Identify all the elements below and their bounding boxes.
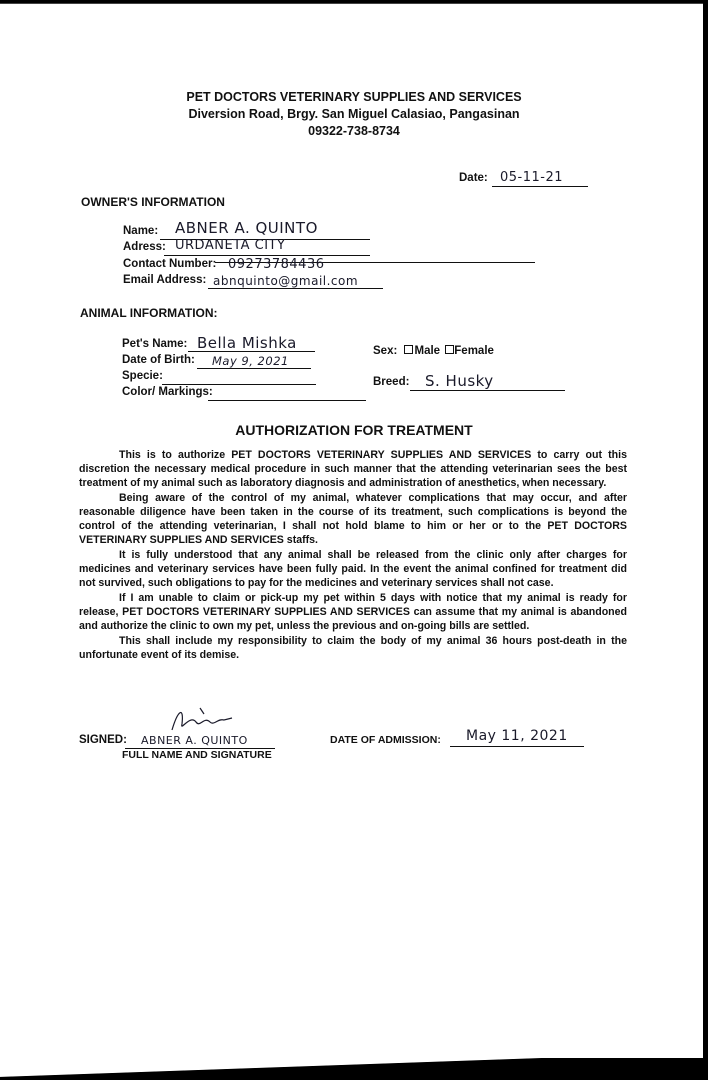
male-checkbox[interactable] xyxy=(404,345,413,354)
owner-name-label: Name: xyxy=(123,225,159,237)
sex-label: Sex: xyxy=(373,345,398,357)
owner-email-line xyxy=(208,288,383,289)
dob-value[interactable]: May 9, 2021 xyxy=(212,354,289,368)
pet-name-label: Pet's Name: xyxy=(122,338,188,350)
authorization-paragraph-3: It is fully understood that any animal shall be released from the clinic only after charges for medicines and veterinary services have been fully paid. In the event the animal confined for treatment did not survived, such obligations to pay for the medicines and veterinary services shall not case. xyxy=(79,549,627,589)
company-name: PET DOCTORS VETERINARY SUPPLIES AND SERVICES xyxy=(186,90,522,104)
pet-name-value[interactable]: Bella Mishka xyxy=(197,334,297,352)
owner-address-value[interactable]: URDANETA CITY xyxy=(175,238,286,253)
scan-border-right xyxy=(703,0,708,1080)
breed-label: Breed: xyxy=(373,376,410,388)
owner-email-value[interactable]: abnquinto@gmail.com xyxy=(213,274,359,288)
sex-field xyxy=(373,345,494,357)
owner-address-label: Adress: xyxy=(123,241,166,253)
authorization-paragraph-4: If I am unable to claim or pick-up my pet within 5 days with notice that my animal is ready for release, PET DOCTORS VETERINARY SUPPLIES AND SERVICES can assume that my animal is abandoned and authorize the clinic to own my pet, unless the previous and on-going bills are settled. xyxy=(79,592,627,632)
dob-line xyxy=(197,368,311,369)
authorization-paragraph-1: This is to authorize PET DOCTORS VETERINARY SUPPLIES AND SERVICES to carry out this discretion the necessary medical procedure in such manner that the attending veterinarian sees the best treatment of my animal such as laboratory diagnosis and administration of anesthetics, when necessary. xyxy=(79,449,627,489)
date-line xyxy=(492,186,588,187)
female-checkbox[interactable] xyxy=(445,345,454,354)
male-label: Male xyxy=(414,345,441,357)
breed-line xyxy=(410,390,565,391)
owner-section-title: OWNER'S INFORMATION xyxy=(81,195,225,209)
company-phone: 09322-738-8734 xyxy=(308,124,400,138)
signed-label: SIGNED: xyxy=(79,734,127,746)
signed-value[interactable]: ABNER A. QUINTO xyxy=(141,734,248,747)
date-value[interactable]: 05-11-21 xyxy=(500,170,564,185)
scan-border-top xyxy=(0,0,708,10)
owner-contact-value[interactable]: 09273784436 xyxy=(228,257,325,272)
specie-line xyxy=(162,384,316,385)
female-label: Female xyxy=(454,345,494,357)
owner-email-label: Email Address: xyxy=(123,274,207,286)
color-line xyxy=(208,400,366,401)
dob-label: Date of Birth: xyxy=(122,354,195,366)
admission-value[interactable]: May 11, 2021 xyxy=(466,728,568,744)
owner-contact-label: Contact Number: xyxy=(123,258,217,270)
authorization-title: AUTHORIZATION FOR TREATMENT xyxy=(235,422,473,438)
authorization-paragraph-5: This shall include my responsibility to claim the body of my animal 36 hours post-death in the unfortunate event of its demise. xyxy=(79,635,627,661)
owner-name-value[interactable]: ABNER A. QUINTO xyxy=(175,219,318,237)
admission-label: DATE OF ADMISSION: xyxy=(330,734,441,746)
owner-address-line xyxy=(164,255,370,256)
admission-line xyxy=(450,746,584,747)
breed-value[interactable]: S. Husky xyxy=(425,372,494,390)
signature-sub-label: FULL NAME AND SIGNATURE xyxy=(122,749,272,761)
specie-label: Specie: xyxy=(122,370,163,382)
scan-border-bottom xyxy=(0,1058,708,1080)
authorization-body xyxy=(79,448,627,663)
authorization-paragraph-2: Being aware of the control of my animal, whatever complications that may occur, and after reasonable diligence have been taken in the course of its treatment, such complications is beyond the control of the attending veterinarian, I shall not hold blame to him or her or to the PET DOCTORS VETERINARY SUPPLIES AND SERVICES staffs. xyxy=(79,492,627,546)
animal-section-title: ANIMAL INFORMATION: xyxy=(80,306,218,320)
signature-scribble xyxy=(160,704,240,736)
company-address: Diversion Road, Brgy. San Miguel Calasiao, Pangasinan xyxy=(188,107,520,121)
date-label: Date: xyxy=(459,172,488,184)
color-label: Color/ Markings: xyxy=(122,386,213,398)
